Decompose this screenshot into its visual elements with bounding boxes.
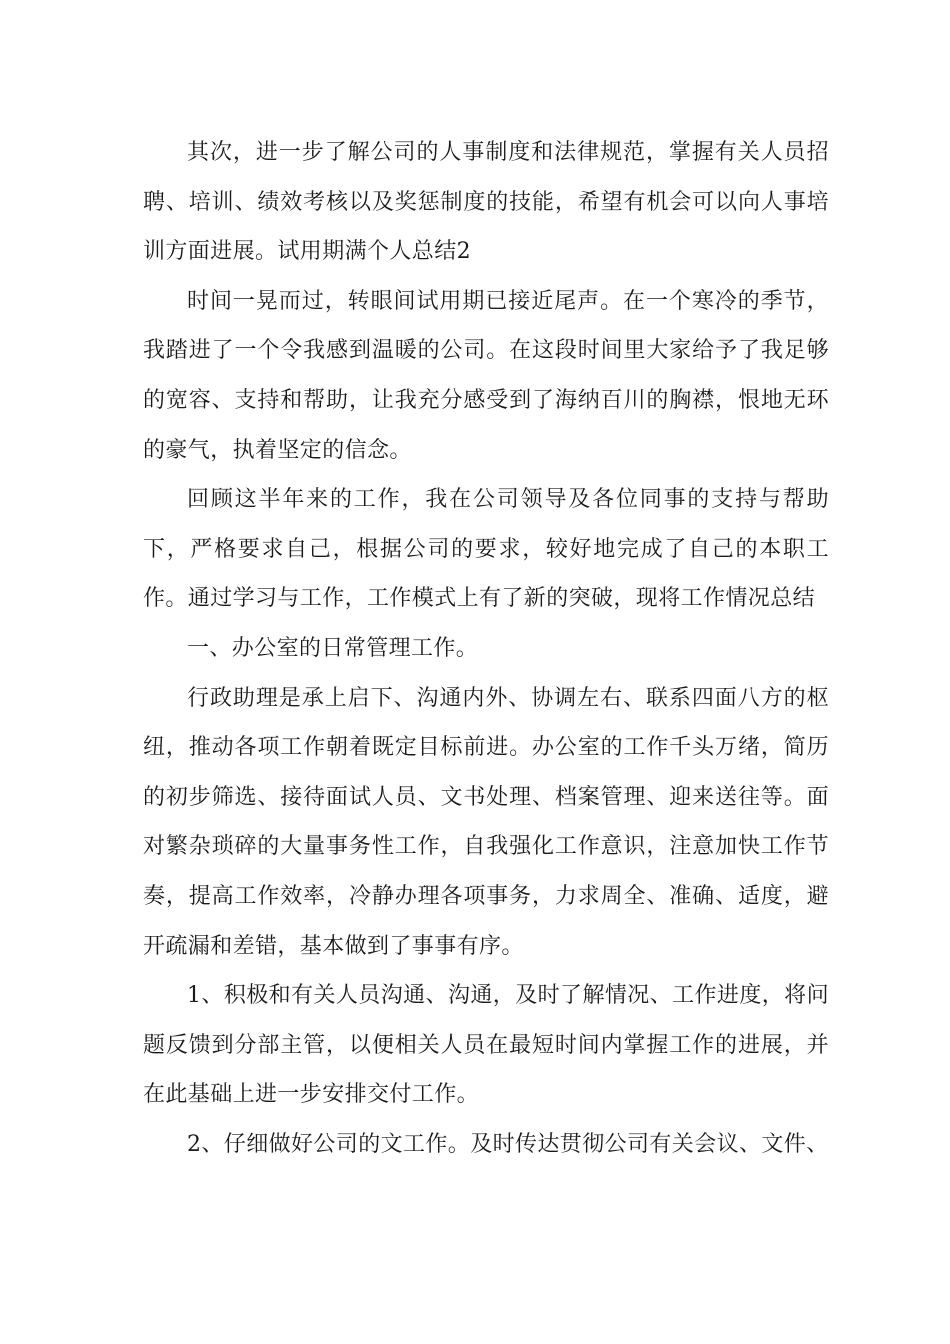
paragraph-3: 回顾这半年来的工作，我在公司领导及各位同事的支持与帮助下，严格要求自己，根据公司的要求，较好地完成了自己的本职工作。通过学习与工作，工作模式上有了新的突破，现将工作情况总结 (143, 487, 829, 612)
document-body (143, 128, 829, 1169)
paragraph-7: 2、仔细做好公司的文工作。及时传达贯彻公司有关会议、文件、 (187, 1131, 829, 1157)
paragraph-4: 一、办公室的日常管理工作。 (187, 635, 479, 661)
paragraph-6: 1、积极和有关人员沟通、沟通，及时了解情况、工作进度，将问题反馈到分部主管，以便相关人员在最短时间内掌握工作的进展，并在此基础上进一步安排交付工作。 (143, 983, 829, 1108)
paragraph-5: 行政助理是承上启下、沟通内外、协调左右、联系四面八方的枢纽，推动各项工作朝着既定目标前进。办公室的工作千头万绪，简历的初步筛选、接待面试人员、文书处理、档案管理、迎来送往等。面对繁杂琐碎的大量事务性工作，自我强化工作意识，注意加快工作节奏，提高工作效率，冷静办理各项事务，力求周全、准确、适度，避开疏漏和差错，基本做到了事事有序。 (143, 685, 829, 959)
paragraph-1: 其次，进一步了解公司的人事制度和法律规范，掌握有关人员招聘、培训、绩效考核以及奖惩制度的技能，希望有机会可以向人事培训方面进展。试用期满个人总结2 (143, 140, 829, 265)
paragraph-2: 时间一晃而过，转眼间试用期已接近尾声。在一个寒冷的季节，我踏进了一个令我感到温暖的公司。在这段时间里大家给予了我足够的宽容、支持和帮助，让我充分感受到了海纳百川的胸襟，恨地无环的豪气，执着坚定的信念。 (143, 288, 829, 463)
